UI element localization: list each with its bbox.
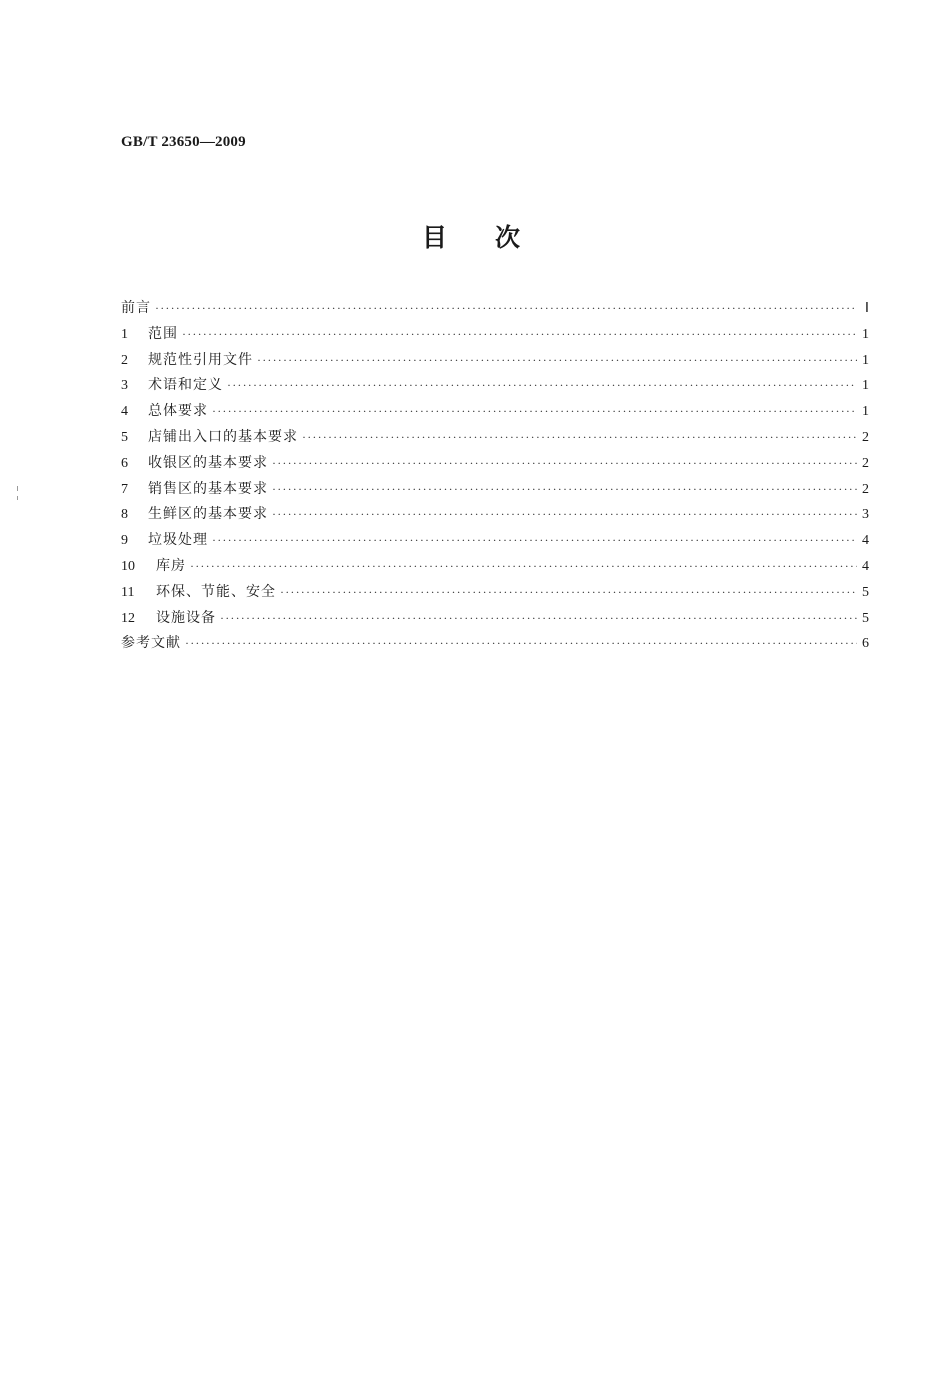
toc-entry-label: 店铺出入口的基本要求 bbox=[148, 428, 298, 445]
toc-entry-6[interactable] bbox=[121, 451, 869, 477]
toc-entry-number: 1 bbox=[121, 326, 128, 342]
toc-entry-label: 参考文献 bbox=[121, 635, 181, 652]
toc-entry-page: 1 bbox=[862, 404, 869, 420]
toc-entry-4[interactable] bbox=[121, 399, 869, 425]
toc-entry-number: 2 bbox=[121, 352, 128, 368]
dot-leader bbox=[272, 477, 857, 503]
toc-entry-2[interactable] bbox=[121, 348, 869, 374]
toc-list bbox=[121, 296, 869, 657]
dot-leader bbox=[220, 606, 857, 632]
toc-entry-label: 环保、节能、安全 bbox=[156, 583, 276, 600]
toc-entry-number: 4 bbox=[121, 404, 128, 420]
toc-entry-label: 前言 bbox=[121, 300, 151, 316]
toc-entry-12[interactable] bbox=[121, 606, 869, 632]
toc-entry-label: 生鲜区的基本要求 bbox=[148, 506, 268, 523]
toc-entry-page: 1 bbox=[862, 378, 869, 394]
toc-entry-page: 4 bbox=[862, 533, 869, 549]
toc-entry-label: 总体要求 bbox=[148, 403, 208, 420]
toc-entry-7[interactable] bbox=[121, 477, 869, 503]
dot-leader bbox=[182, 322, 857, 348]
toc-entry-page: Ⅰ bbox=[864, 301, 869, 316]
toc-entry-label: 收银区的基本要求 bbox=[148, 454, 268, 471]
toc-entry-number: 11 bbox=[121, 584, 135, 600]
dot-leader bbox=[272, 502, 857, 528]
toc-entry-5[interactable] bbox=[121, 425, 869, 451]
dot-leader bbox=[155, 296, 857, 322]
document-code: GB/T 23650—2009 bbox=[121, 134, 246, 150]
toc-entry-number: 8 bbox=[121, 507, 128, 523]
toc-entry-number: 9 bbox=[121, 533, 128, 549]
toc-entry-number: 3 bbox=[121, 378, 128, 394]
dot-leader bbox=[212, 399, 857, 425]
dot-leader bbox=[227, 373, 857, 399]
toc-entry-label: 术语和定义 bbox=[148, 377, 223, 394]
toc-entry-label: 规范性引用文件 bbox=[148, 351, 253, 368]
toc-entry-page: 4 bbox=[862, 558, 869, 574]
toc-entry-page: 5 bbox=[862, 584, 869, 600]
toc-entry-10[interactable] bbox=[121, 554, 869, 580]
toc-entry-page: 2 bbox=[862, 455, 869, 471]
toc-entry-label: 设施设备 bbox=[156, 609, 216, 626]
scan-margin-mark bbox=[17, 486, 18, 491]
toc-entry-label: 销售区的基本要求 bbox=[148, 480, 268, 497]
toc-entry-label: 垃圾处理 bbox=[148, 532, 208, 549]
toc-entry-page: 2 bbox=[862, 429, 869, 445]
dot-leader bbox=[280, 580, 857, 606]
dot-leader bbox=[190, 554, 857, 580]
toc-entry-11[interactable] bbox=[121, 580, 869, 606]
toc-entry-8[interactable] bbox=[121, 502, 869, 528]
toc-entry-references[interactable] bbox=[121, 631, 869, 657]
dot-leader bbox=[272, 451, 857, 477]
toc-entry-label: 范围 bbox=[148, 325, 178, 342]
toc-entry-page: 2 bbox=[862, 481, 869, 497]
dot-leader bbox=[257, 348, 857, 374]
toc-entry-number: 6 bbox=[121, 455, 128, 471]
toc-entry-number: 7 bbox=[121, 481, 128, 497]
toc-entry-number: 12 bbox=[121, 610, 135, 626]
toc-entry-page: 5 bbox=[862, 610, 869, 626]
dot-leader bbox=[212, 528, 857, 554]
toc-entry-9[interactable] bbox=[121, 528, 869, 554]
toc-entry-number: 5 bbox=[121, 429, 128, 445]
toc-title: 目次 bbox=[421, 223, 568, 252]
dot-leader bbox=[302, 425, 857, 451]
toc-entry-1[interactable] bbox=[121, 322, 869, 348]
toc-entry-number: 10 bbox=[121, 558, 135, 574]
toc-entry-page: 1 bbox=[862, 352, 869, 368]
toc-entry-foreword[interactable] bbox=[121, 296, 869, 322]
toc-entry-page: 3 bbox=[862, 507, 869, 523]
scan-margin-mark bbox=[17, 496, 18, 500]
toc-entry-page: 6 bbox=[862, 636, 869, 652]
dot-leader bbox=[185, 631, 857, 657]
toc-entry-3[interactable] bbox=[121, 373, 869, 399]
toc-entry-page: 1 bbox=[862, 326, 869, 342]
toc-entry-label: 库房 bbox=[156, 557, 186, 574]
